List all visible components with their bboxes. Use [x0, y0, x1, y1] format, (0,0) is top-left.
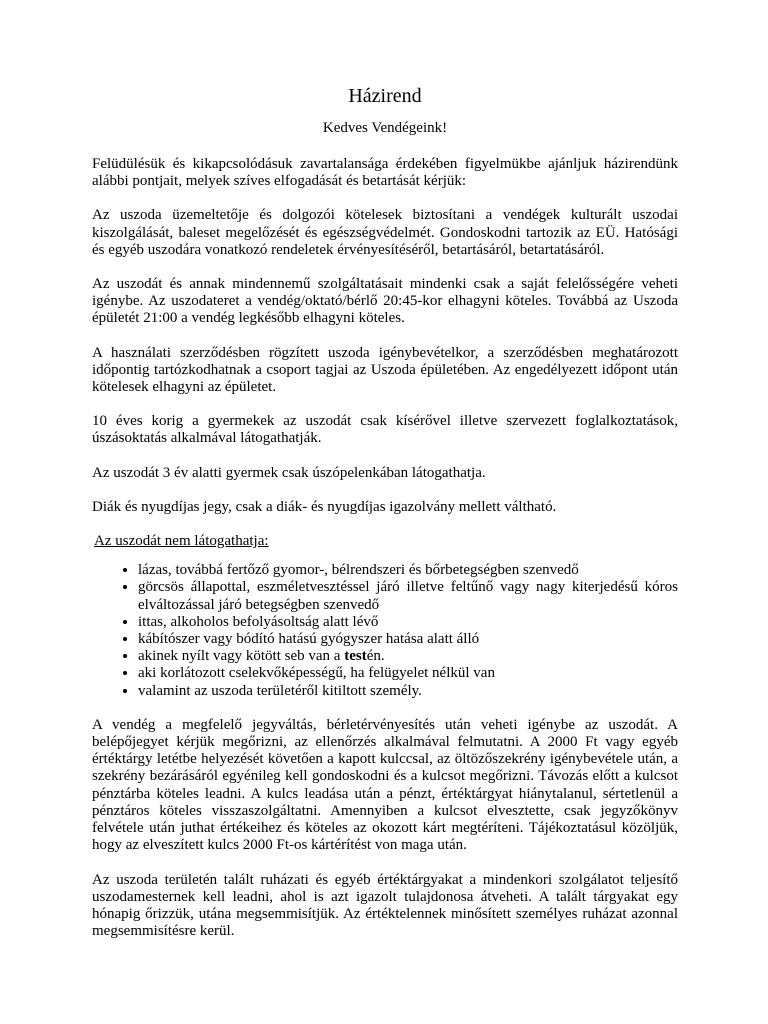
contract-usage-paragraph: A használati szerződésben rögzített uszoda igénybevételkor, a szerződésben meghatározott időpontig tartózkodhatnak a csoport tagjai az Uszoda épületében. Az engedélyezett időpont után kötelesek elhagyni az épületet.: [92, 344, 678, 396]
responsibility-hours-paragraph: Az uszodát és annak mindennemű szolgáltatásait mindenki csak a saját felelősségére veheti igénybe. Az uszodateret a vendég/oktató/bérlő 20:45-kor elhagyni köteles. Továbbá az Uszoda épületét 21:00 a vendég legkésőbb elhagyni köteles.: [92, 276, 678, 327]
restrictions-list: [92, 562, 678, 700]
list-item: • görcsös állapottal, eszméletvesztéssel járó illetve feltűnő vagy nagy kiterjedésű kóros elváltozással járó betegségben szenvedő: [138, 579, 678, 613]
restrictions-heading: Az uszodát nem látogathatja:: [94, 533, 269, 550]
wound-item-bold: test: [344, 648, 367, 665]
greeting: Kedves Vendégeink!: [322, 120, 448, 136]
list-item: • ittas, alkoholos befolyásoltság alatt lévő: [138, 614, 678, 631]
list-item: • valamint az uszoda területéről kitiltott személy.: [138, 683, 678, 700]
list-item: [138, 648, 678, 665]
list-item: • lázas, továbbá fertőző gyomor-, bélrendszeri és bőrbetegségben szenvedő: [138, 562, 678, 579]
document-page: [92, 84, 678, 957]
toddler-paragraph: Az uszodát 3 év alatti gyermek csak úszópelenkában látogathatja.: [92, 464, 486, 481]
operator-duties-paragraph: Az uszoda üzemeltetője és dolgozói kötelesek biztosítani a vendégek kulturált uszodai kiszolgálását, baleset megelőzését és egészségvédelmét. Gondoskodni tartozik az EÜ. Hatósági és egyéb uszodára vonatkozó rendeletek érvényesítéséről, betartásáról, betartatásáról.: [92, 207, 678, 258]
document-title: Házirend: [348, 85, 422, 107]
list-item: • aki korlátozott cselekvőképességű, ha felügyelet nélkül van: [138, 665, 678, 682]
children-age-paragraph: 10 éves korig a gyermekek az uszodát csak kísérővel illetve szervezett foglalkoztatások, úszásoktatás alkalmával látogathatják.: [92, 413, 678, 447]
wound-item-suffix: én.: [366, 648, 385, 665]
intro-paragraph: Felüdülésük és kikapcsolódásuk zavartalansága érdekében figyelmükbe ajánljuk házirendünk alábbi pontjait, melyek szíves elfogadását és betartását kérjük:: [92, 156, 678, 190]
ticket-locker-paragraph: A vendég a megfelelő jegyváltás, bérletérvényesítés után veheti igénybe az uszodát. A belépőjegyet kérjük megőrizni, az ellenőrzés alkalmával felmutatni. A 2000 Ft vagy egyéb értéktárgy letétbe helyezését követően a kapott kulccsal, az öltözőszekrény igénybevétele után, a szekrény bezárásáról egyénileg kell gondoskodni és a kulcsot megőrizni. Távozás előtt a kulcsot pénztárba köteles leadni. A kulcs leadása után a pénzt, értéktárgyat hiánytalanul, sértetlenül a pénztáros köteles visszaszolgáltatni. Amennyiben a kulcsot elvesztette, csak jegyzőkönyv felvétele után juthat értékeihez és köteles az okozott kárt megtéríteni. Tájékoztatásul közöljük, hogy az elveszített kulcs 2000 Ft-os kártérítést von maga után.: [92, 716, 678, 854]
wound-item-text: akinek nyílt vagy kötött seb van a: [138, 648, 345, 665]
list-item: • kábítószer vagy bódító hatású gyógyszer hatása alatt álló: [138, 631, 678, 648]
discount-ticket-paragraph: Diák és nyugdíjas jegy, csak a diák- és nyugdíjas igazolvány mellett váltható.: [92, 498, 557, 515]
lost-found-paragraph: Az uszoda területén talált ruházati és egyéb értéktárgyakat a mindenkori szolgálatot teljesítő uszodamesternek kell leadni, ahol is azt igazolt tulajdonosa átveheti. A talált tárgyakat egy hónapig őrizzük, utána megsemmisítjük. Az értéktelennek minősített személyes ruházat azonnal megsemmisítésre kerül.: [92, 871, 678, 940]
